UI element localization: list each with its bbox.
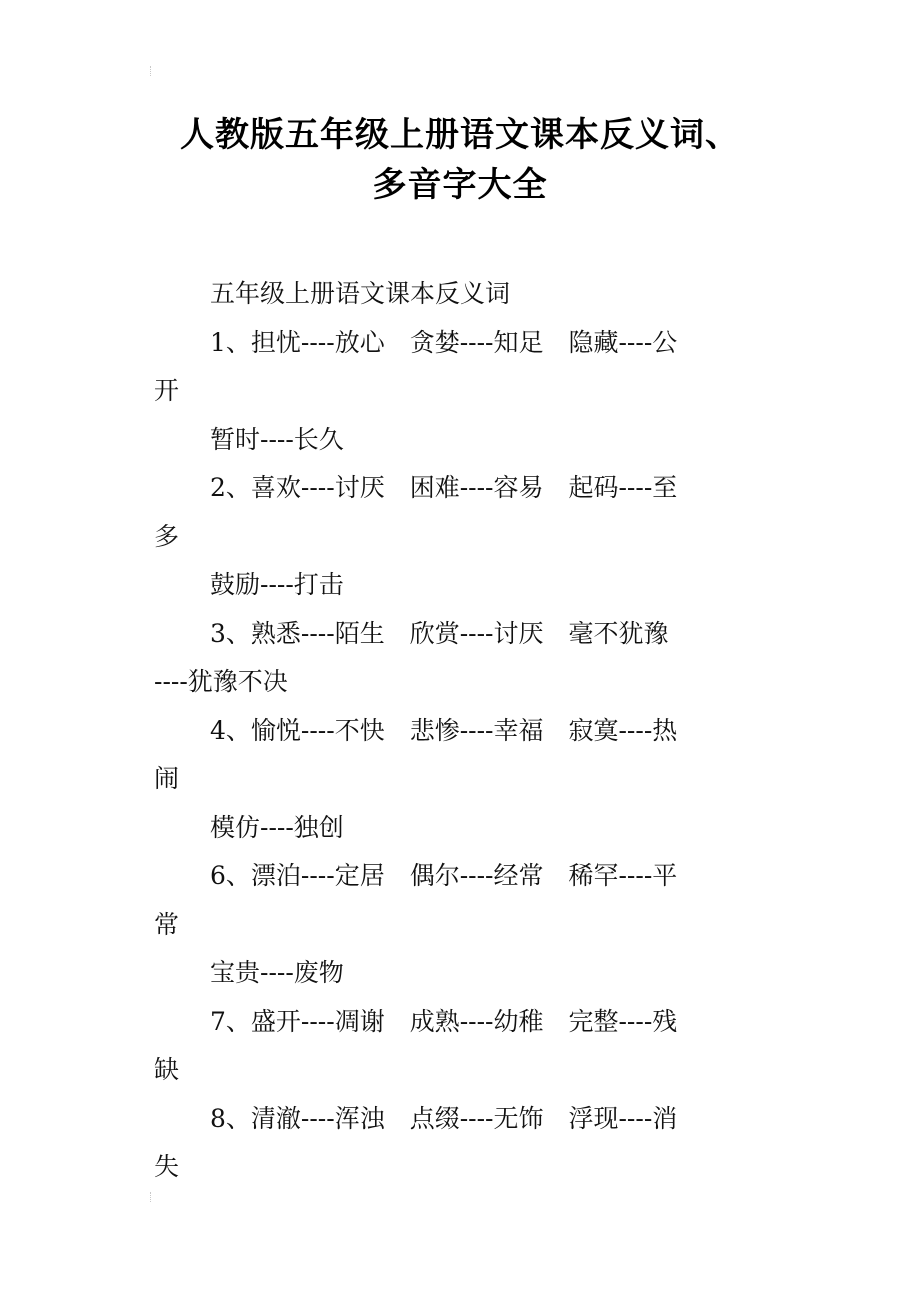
corner-crop-mark xyxy=(150,1192,157,1202)
text-line: 8、清澈----浑浊 点缀----无饰 浮现----消 xyxy=(210,1103,678,1133)
text-line: 4、愉悦----不快 悲惨----幸福 寂寞----热 xyxy=(210,715,678,745)
text-line: 模仿----独创 xyxy=(210,812,344,842)
text-line: 多 xyxy=(154,521,180,551)
text-line: ----犹豫不决 xyxy=(154,667,288,696)
document-title-line-2: 多音字大全 xyxy=(372,165,548,205)
text-line: 3、熟悉----陌生 欣赏----讨厌 毫不犹豫 xyxy=(210,618,669,648)
document-body xyxy=(154,270,774,1192)
document-title-line-1: 人教版五年级上册语文课本反义词、 xyxy=(180,115,740,155)
text-line: 开 xyxy=(154,376,180,405)
text-line: 2、喜欢----讨厌 困难----容易 起码----至 xyxy=(210,473,678,502)
text-line: 7、盛开----凋谢 成熟----幼稚 完整----残 xyxy=(210,1006,678,1036)
text-line: 失 xyxy=(154,1152,180,1181)
text-line: 6、漂泊----定居 偶尔----经常 稀罕----平 xyxy=(210,861,678,890)
text-line: 五年级上册语文课本反义词 xyxy=(210,279,511,308)
text-line: 缺 xyxy=(154,1055,180,1084)
text-line: 鼓励----打击 xyxy=(210,570,344,599)
text-line: 宝贵----废物 xyxy=(210,958,344,987)
text-line: 闹 xyxy=(154,764,180,793)
text-line: 暂时----长久 xyxy=(210,424,344,454)
text-line: 常 xyxy=(154,909,180,939)
corner-crop-mark xyxy=(150,66,157,76)
text-line: 1、担忧----放心 贪婪----知足 隐藏----公 xyxy=(210,327,678,357)
